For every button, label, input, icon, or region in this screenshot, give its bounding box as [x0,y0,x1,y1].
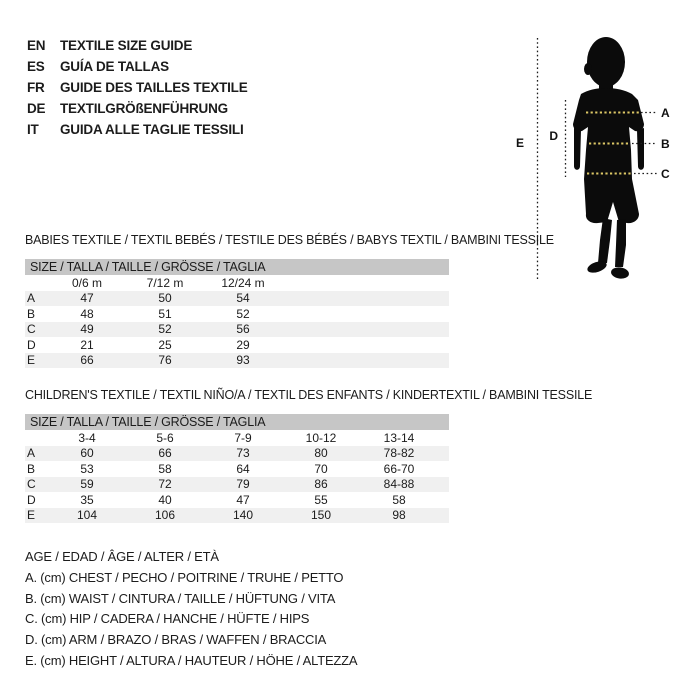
language-row [27,56,248,77]
language-row [27,119,248,140]
column-header: 3-4 [78,430,96,445]
table-row [25,353,449,369]
table-cell: 54 [236,291,250,306]
table-cell: 60 [80,446,94,461]
table-cell: 150 [310,508,332,523]
row-label: B [27,306,36,321]
legend-line: AGE / EDAD / ÂGE / ALTER / ETÀ [25,549,219,564]
column-header-row [25,430,449,446]
table-row [25,291,449,307]
legend-line: C. (cm) HIP / CADERA / HANCHE / HÜFTE / HIPS [25,611,310,627]
table-row [25,306,449,322]
table-row [25,508,449,524]
section-title: CHILDREN'S TEXTILE / TEXTIL NIÑO/A / TEXTIL DES ENFANTS / KINDERTEXTIL / BAMBINI TESSILE [25,388,593,402]
table-cell: 47 [80,291,94,306]
row-label: D [27,337,36,352]
table-row [25,322,449,338]
column-header: 10-12 [305,430,337,445]
table-row [25,492,449,508]
table-cell: 66 [80,353,94,368]
table-cell: 52 [236,306,250,321]
height-label: E [515,136,524,150]
table-cell: 21 [80,337,94,352]
row-label: A [27,446,36,461]
table-cell: 104 [76,508,98,523]
hip-label: C [661,167,670,181]
table-cell: 64 [236,461,250,476]
size-header-bar: SIZE / TALLA / TAILLE / GRÖSSE / TAGLIA [25,259,449,275]
table-cell: 72 [158,477,172,492]
table-cell: 98 [392,508,406,523]
table-body [25,291,449,369]
column-header: 12/24 m [221,275,265,290]
waist-label: B [661,137,670,151]
column-header: 5-6 [156,430,174,445]
column-header: 7-9 [234,430,252,445]
size-section [25,388,593,523]
language-code: DE [27,101,46,116]
table-cell: 66-70 [383,461,415,476]
chest-label: A [661,106,670,120]
section-title: BABIES TEXTILE / TEXTIL BEBÉS / TESTILE DES BÉBÉS / BABYS TEXTIL / BAMBINI TESSILE [25,233,554,247]
table-cell: 25 [158,337,172,352]
row-label: D [27,492,36,507]
legend-line: E. (cm) HEIGHT / ALTURA / HAUTEUR / HÖHE / ALTEZZA [25,652,358,668]
table-cell: 59 [80,477,94,492]
table-body [25,446,449,524]
row-label: B [27,461,36,476]
table-cell: 78-82 [383,446,415,461]
size-header-bar: SIZE / TALLA / TAILLE / GRÖSSE / TAGLIA [25,414,449,430]
table-cell: 86 [314,477,328,492]
language-code: IT [27,122,39,137]
column-header: 7/12 m [146,275,184,290]
row-label: C [27,477,36,492]
legend [25,547,357,672]
table-cell: 49 [80,322,94,337]
language-title: TEXTILE SIZE GUIDE [60,38,193,53]
row-label: A [27,291,36,306]
column-header-row [25,275,449,291]
table-cell: 93 [236,353,250,368]
table-cell: 52 [158,322,172,337]
table-cell: 56 [236,322,250,337]
table-cell: 58 [158,461,172,476]
language-header [27,35,248,140]
arm-label: D [549,129,558,143]
row-label: E [27,508,36,523]
table-cell: 55 [314,492,328,507]
table-cell: 73 [236,446,250,461]
table-cell: 79 [236,477,250,492]
table-row [25,446,449,462]
table-cell: 58 [392,492,406,507]
language-title: GUIDA ALLE TAGLIE TESSILI [60,122,244,137]
table-cell: 84-88 [383,477,415,492]
table-cell: 48 [80,306,94,321]
table-cell: 51 [158,306,172,321]
legend-line: B. (cm) WAIST / CINTURA / TAILLE / HÜFTUNG / VITA [25,590,336,606]
table-cell: 66 [158,446,172,461]
table-cell: 29 [236,337,250,352]
table-cell: 53 [80,461,94,476]
row-label: C [27,322,36,337]
table-row [25,337,449,353]
language-code: ES [27,59,45,74]
child-silhouette [573,37,644,280]
table-cell: 70 [314,461,328,476]
table-cell: 140 [232,508,254,523]
legend-line: D. (cm) ARM / BRAZO / BRAS / WAFFEN / BRACCIA [25,632,327,648]
language-row [27,77,248,98]
language-row [27,98,248,119]
table-row [25,477,449,493]
legend-line: A. (cm) CHEST / PECHO / POITRINE / TRUHE / PETTO [25,569,344,585]
language-code: FR [27,80,45,95]
table-row [25,461,449,477]
size-section [25,233,554,368]
table-cell: 40 [158,492,172,507]
table-cell: 80 [314,446,328,461]
row-label: E [27,353,36,368]
language-title: TEXTILGRÖßENFÜHRUNG [60,101,228,116]
language-title: GUIDE DES TAILLES TEXTILE [60,80,248,95]
column-header: 13-14 [383,430,415,445]
column-header: 0/6 m [71,275,102,290]
table-cell: 47 [236,492,250,507]
language-title: GUÍA DE TALLAS [60,59,169,74]
table-cell: 35 [80,492,94,507]
language-row [27,35,248,56]
table-cell: 106 [154,508,176,523]
table-cell: 50 [158,291,172,306]
language-code: EN [27,38,46,53]
table-cell: 76 [158,353,172,368]
